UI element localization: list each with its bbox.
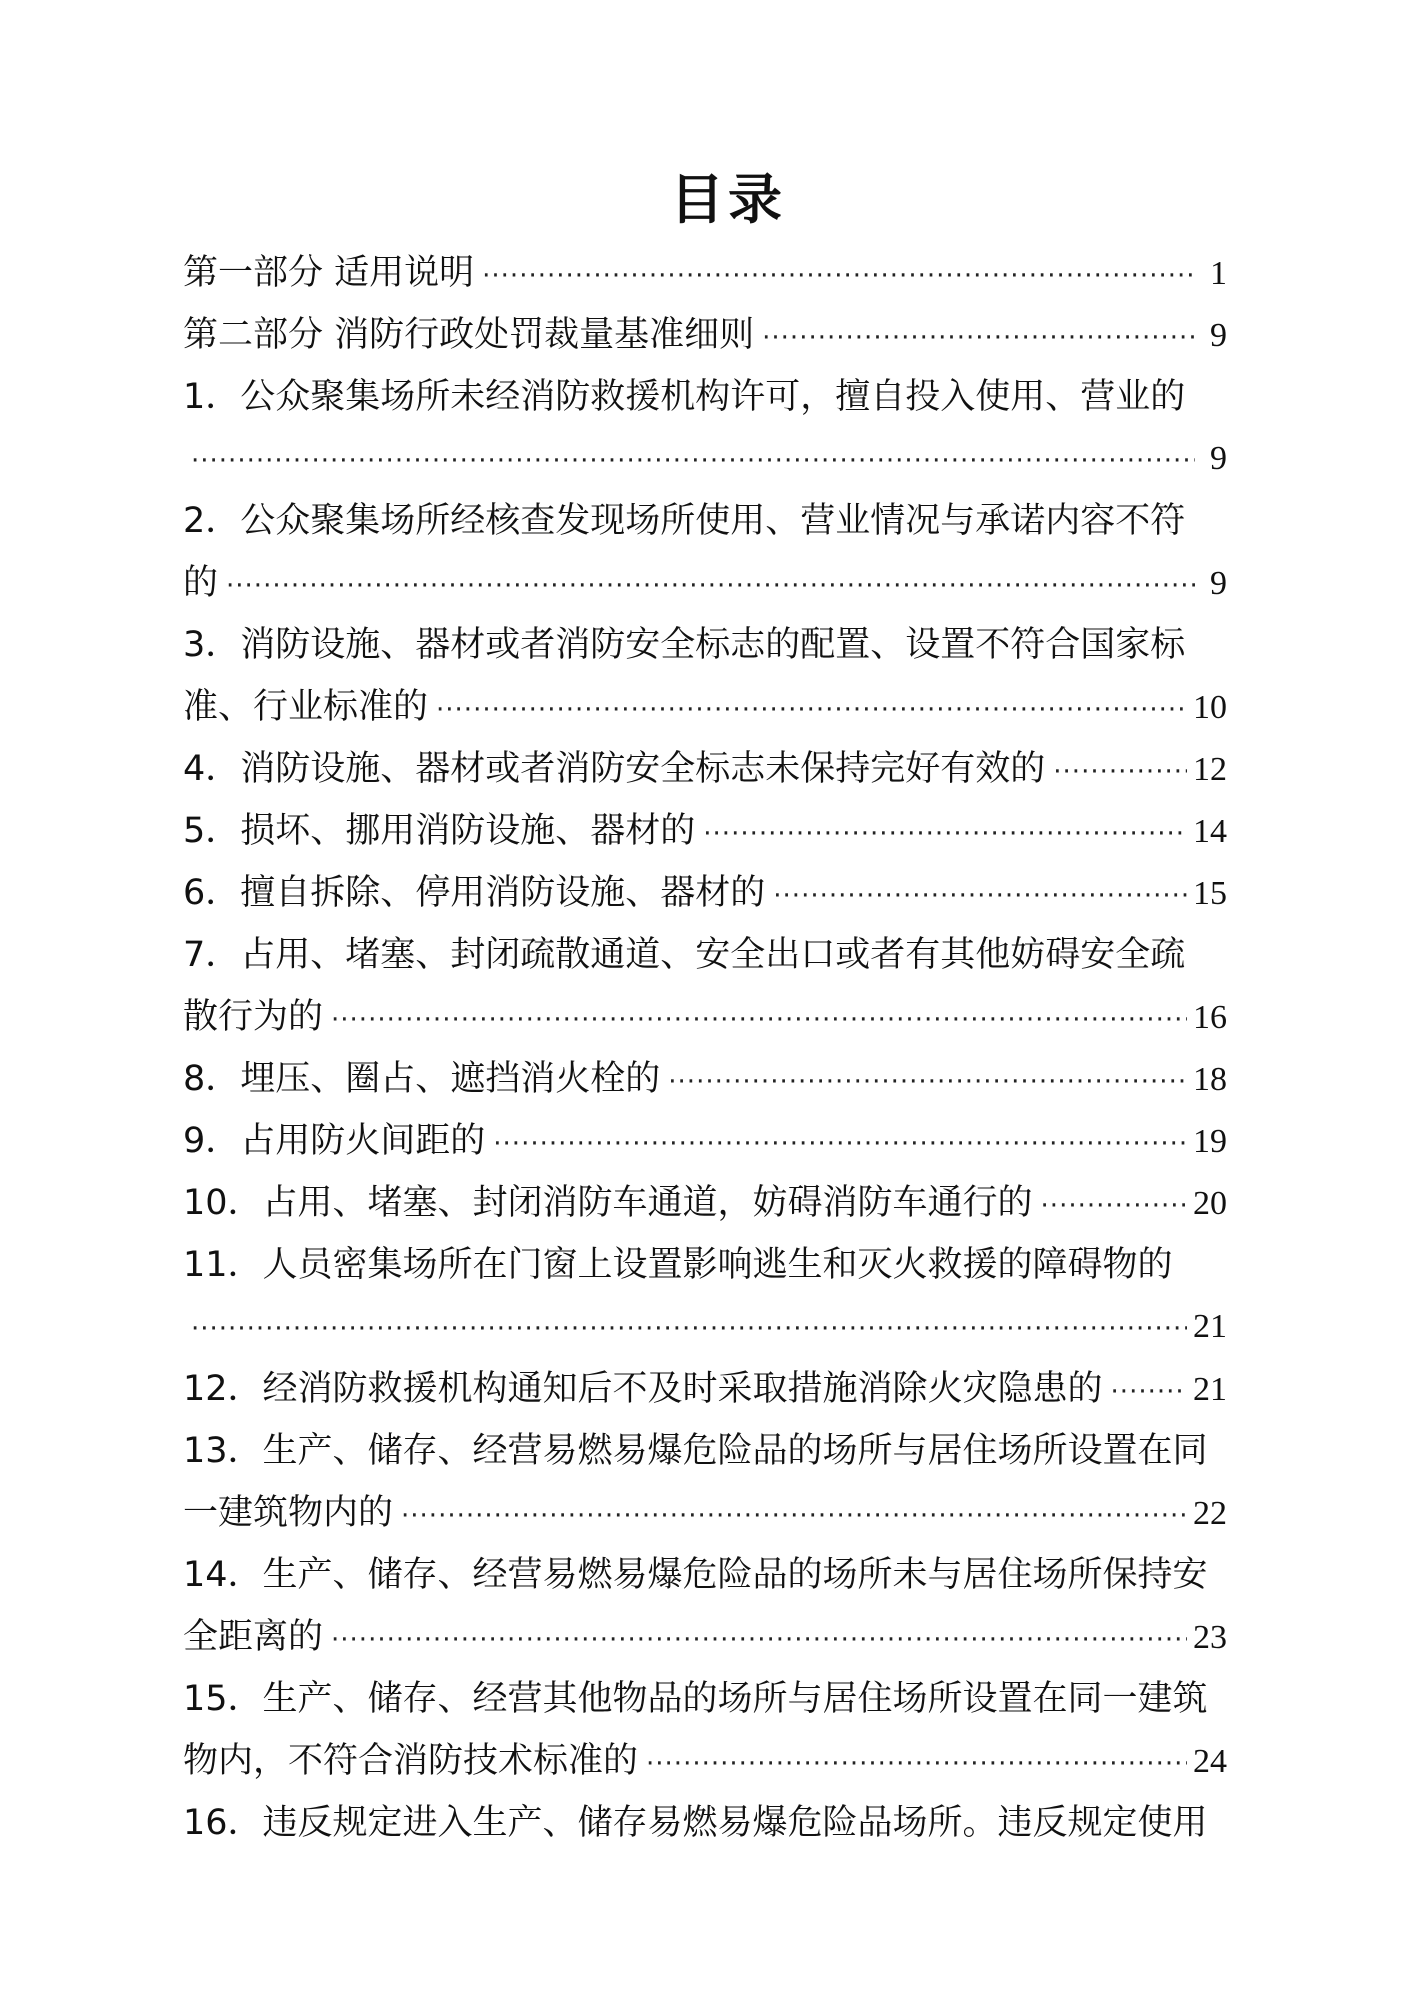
toc-entry[interactable] [183,738,1273,800]
toc-entry-text: 3．消防设施、器材或者消防安全标志的配置、设置不符合国家标 [183,625,1186,665]
dot-leader [773,865,1187,927]
toc-entry-text: 5．损坏、挪用消防设施、器材的 [183,811,696,851]
toc-page-number: 21 [1193,1371,1227,1408]
dot-leader [703,803,1187,865]
dot-leader [331,989,1187,1051]
toc-page-number: 1 [1210,255,1227,292]
toc-entry-text: 10．占用、堵塞、封闭消防车通道，妨碍消防车通行的 [183,1183,1033,1223]
dot-leader [331,1609,1187,1671]
toc-page-number: 9 [1210,317,1227,354]
toc-entry[interactable] [183,1544,1273,1668]
dot-leader [1053,741,1187,803]
toc-entry[interactable] [183,366,1273,490]
toc-page-number: 15 [1193,875,1227,912]
dot-leader [482,245,1195,307]
document-page [183,0,1273,2000]
toc-entry[interactable] [183,242,1273,304]
toc-entry[interactable] [183,1234,1273,1358]
dot-leader [436,679,1187,741]
toc-page-number: 20 [1193,1185,1227,1222]
toc-entry[interactable] [183,490,1273,614]
toc-page-number: 10 [1193,689,1227,726]
toc-entry[interactable] [183,1172,1273,1234]
toc-entry-text: 物内，不符合消防技术标准的 [183,1741,639,1781]
dot-leader [401,1485,1187,1547]
toc-page-number: 24 [1193,1743,1227,1780]
toc-entry-text: 12．经消防救援机构通知后不及时采取措施消除火灾隐患的 [183,1369,1103,1409]
dot-leader [226,555,1195,617]
dot-leader [762,307,1195,369]
toc-page-number: 23 [1193,1619,1227,1656]
toc-entry[interactable] [183,1668,1273,1792]
toc-entry[interactable] [183,862,1273,924]
dot-leader [1041,1175,1187,1237]
dot-leader [191,430,1195,492]
dot-leader [646,1733,1187,1795]
toc-page-number: 9 [1210,440,1227,477]
toc-entry[interactable] [183,1110,1273,1172]
toc-entry-text: 准、行业标准的 [183,687,429,727]
toc-entry-text: 16．违反规定进入生产、储存易燃易爆危险品场所。违反规定使用 [183,1803,1208,1843]
toc-entry-text: 4．消防设施、器材或者消防安全标志未保持完好有效的 [183,749,1046,789]
toc-entry-text: 8．埋压、圈占、遮挡消火栓的 [183,1059,661,1099]
toc-entry-text: 散行为的 [183,997,324,1037]
toc-entry-text: 全距离的 [183,1617,324,1657]
toc-entry[interactable] [183,1420,1273,1544]
toc-entry-text: 2．公众聚集场所经核查发现场所使用、营业情况与承诺内容不符 [183,501,1186,541]
toc-entry-text: 14．生产、储存、经营易燃易爆危险品的场所未与居住场所保持安 [183,1555,1208,1595]
toc-page-number: 18 [1193,1061,1227,1098]
toc-entry-text: 15．生产、储存、经营其他物品的场所与居住场所设置在同一建筑 [183,1679,1208,1719]
toc-entry-text: 11．人员密集场所在门窗上设置影响逃生和灭火救援的障碍物的 [183,1245,1173,1285]
toc-entry-text: 9．占用防火间距的 [183,1121,486,1161]
dot-leader [1111,1361,1187,1423]
dot-leader [493,1113,1187,1175]
toc-page-number: 21 [1193,1308,1227,1345]
toc-page-number: 22 [1193,1495,1227,1532]
toc-page-number: 16 [1193,999,1227,1036]
toc-title: 目录 [670,168,786,231]
toc-entry[interactable] [183,304,1273,366]
toc-entry[interactable] [183,1048,1273,1110]
toc-page-number: 19 [1193,1123,1227,1160]
toc-entry[interactable] [183,1792,1273,1854]
toc-page-number: 12 [1193,751,1227,788]
toc-entry-text: 的 [183,563,219,603]
toc-entry-text: 6．擅自拆除、停用消防设施、器材的 [183,873,766,913]
toc-entry-text: 7．占用、堵塞、封闭疏散通道、安全出口或者有其他妨碍安全疏 [183,935,1186,975]
dot-leader [668,1051,1187,1113]
toc-entry[interactable] [183,614,1273,738]
toc-entry-text: 第一部分 适用说明 [183,253,475,293]
toc-page-number: 9 [1210,565,1227,602]
dot-leader [191,1298,1187,1360]
toc-entry-text: 一建筑物内的 [183,1493,394,1533]
toc-entry[interactable] [183,924,1273,1048]
toc-entry[interactable] [183,1358,1273,1420]
toc-list [183,242,1273,1854]
toc-entry-text: 1．公众聚集场所未经消防救援机构许可，擅自投入使用、营业的 [183,377,1186,417]
toc-entry-text: 13．生产、储存、经营易燃易爆危险品的场所与居住场所设置在同 [183,1431,1208,1471]
toc-entry-text: 第二部分 消防行政处罚裁量基准细则 [183,315,755,355]
toc-entry[interactable] [183,800,1273,862]
toc-page-number: 14 [1193,813,1227,850]
